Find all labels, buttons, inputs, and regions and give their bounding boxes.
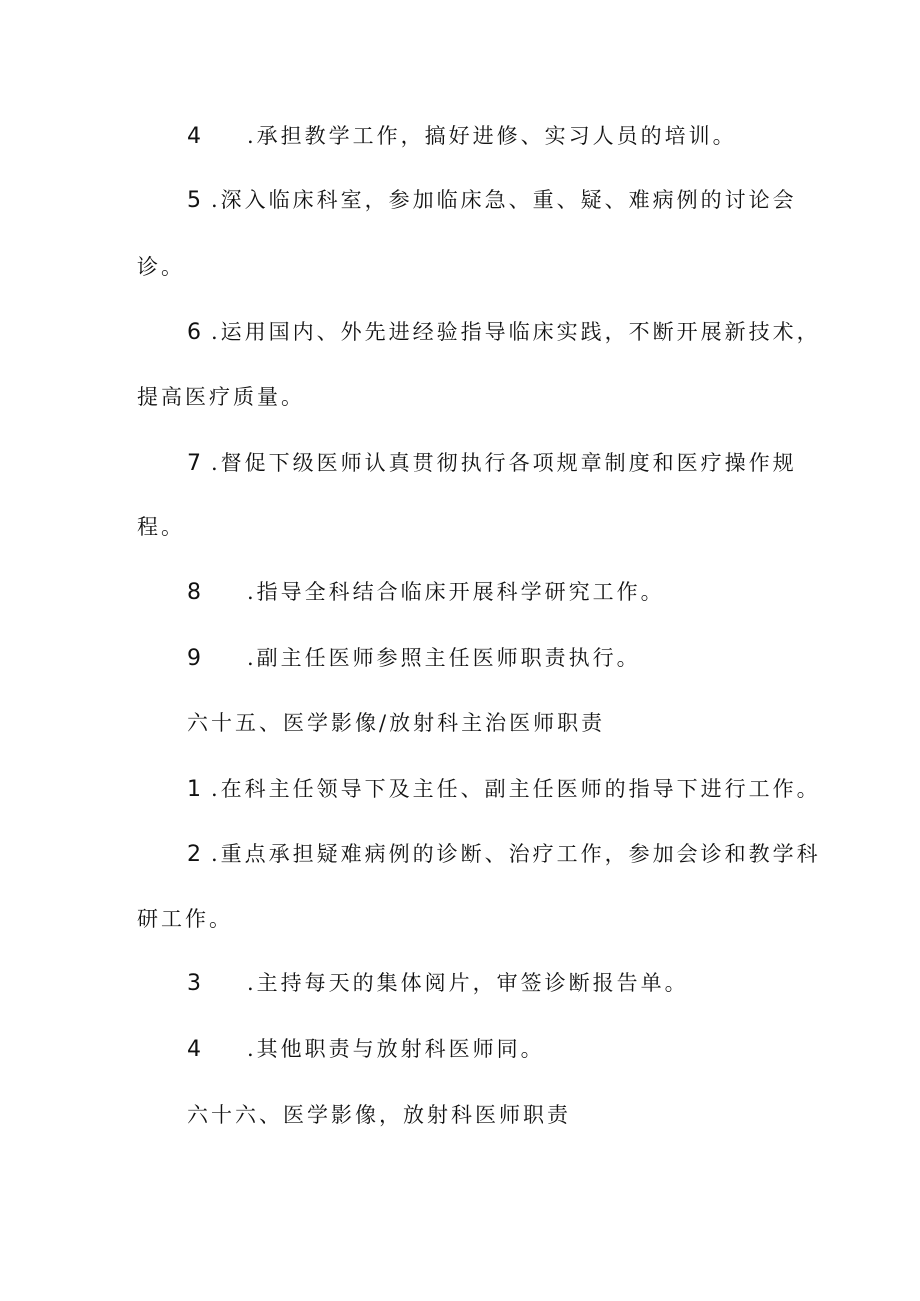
list-item-8 <box>187 578 665 607</box>
item-number: 7 <box>187 451 201 476</box>
item-text: .副主任医师参照主任医师职责执行。 <box>247 646 641 670</box>
item-text: .深入临床科室，参加临床急、重、疑、难病例的讨论会 <box>211 188 797 212</box>
item-number: 9 <box>187 646 201 671</box>
item-text: .督促下级医师认真贯彻执行各项规章制度和医疗操作规 <box>211 451 797 475</box>
list-item-3 <box>187 969 689 998</box>
item-number: 5 <box>187 188 201 213</box>
list-item-5-continuation: 诊。 <box>137 255 185 279</box>
item-text: .主持每天的集体阅片，审签诊断报告单。 <box>247 971 689 995</box>
list-item-9 <box>187 644 641 673</box>
list-item-6-continuation: 提高医疗质量。 <box>137 385 305 409</box>
list-item-5 <box>187 186 797 215</box>
list-item-7-continuation: 程。 <box>137 515 185 539</box>
item-number: 3 <box>187 971 201 996</box>
list-item-2-continuation: 研工作。 <box>137 907 233 931</box>
item-number: 1 <box>187 777 201 802</box>
item-text: .其他职责与放射科医师同。 <box>247 1037 545 1061</box>
item-number: 4 <box>187 124 201 149</box>
list-item-7 <box>187 449 797 478</box>
list-item-6 <box>187 318 821 347</box>
list-item-4b <box>187 1035 545 1064</box>
item-text: .重点承担疑难病例的诊断、治疗工作，参加会诊和教学科 <box>211 842 821 866</box>
section-heading-66: 六十六、医学影像，放射科医师职责 <box>187 1103 571 1127</box>
list-item-4 <box>187 122 737 151</box>
list-item-2 <box>187 840 821 869</box>
item-number: 4 <box>187 1037 201 1062</box>
section-heading-65: 六十五、医学影像/放射科主治医师职责 <box>187 711 606 735</box>
item-text: .承担教学工作，搞好进修、实习人员的培训。 <box>247 124 737 148</box>
item-number: 8 <box>187 580 201 605</box>
item-text: .指导全科结合临床开展科学研究工作。 <box>247 580 665 604</box>
item-number: 2 <box>187 842 201 867</box>
item-number: 6 <box>187 320 201 345</box>
list-item-1 <box>187 775 821 804</box>
item-text: .在科主任领导下及主任、副主任医师的指导下进行工作。 <box>211 777 821 801</box>
item-text: .运用国内、外先进经验指导临床实践，不断开展新技术， <box>211 320 821 344</box>
